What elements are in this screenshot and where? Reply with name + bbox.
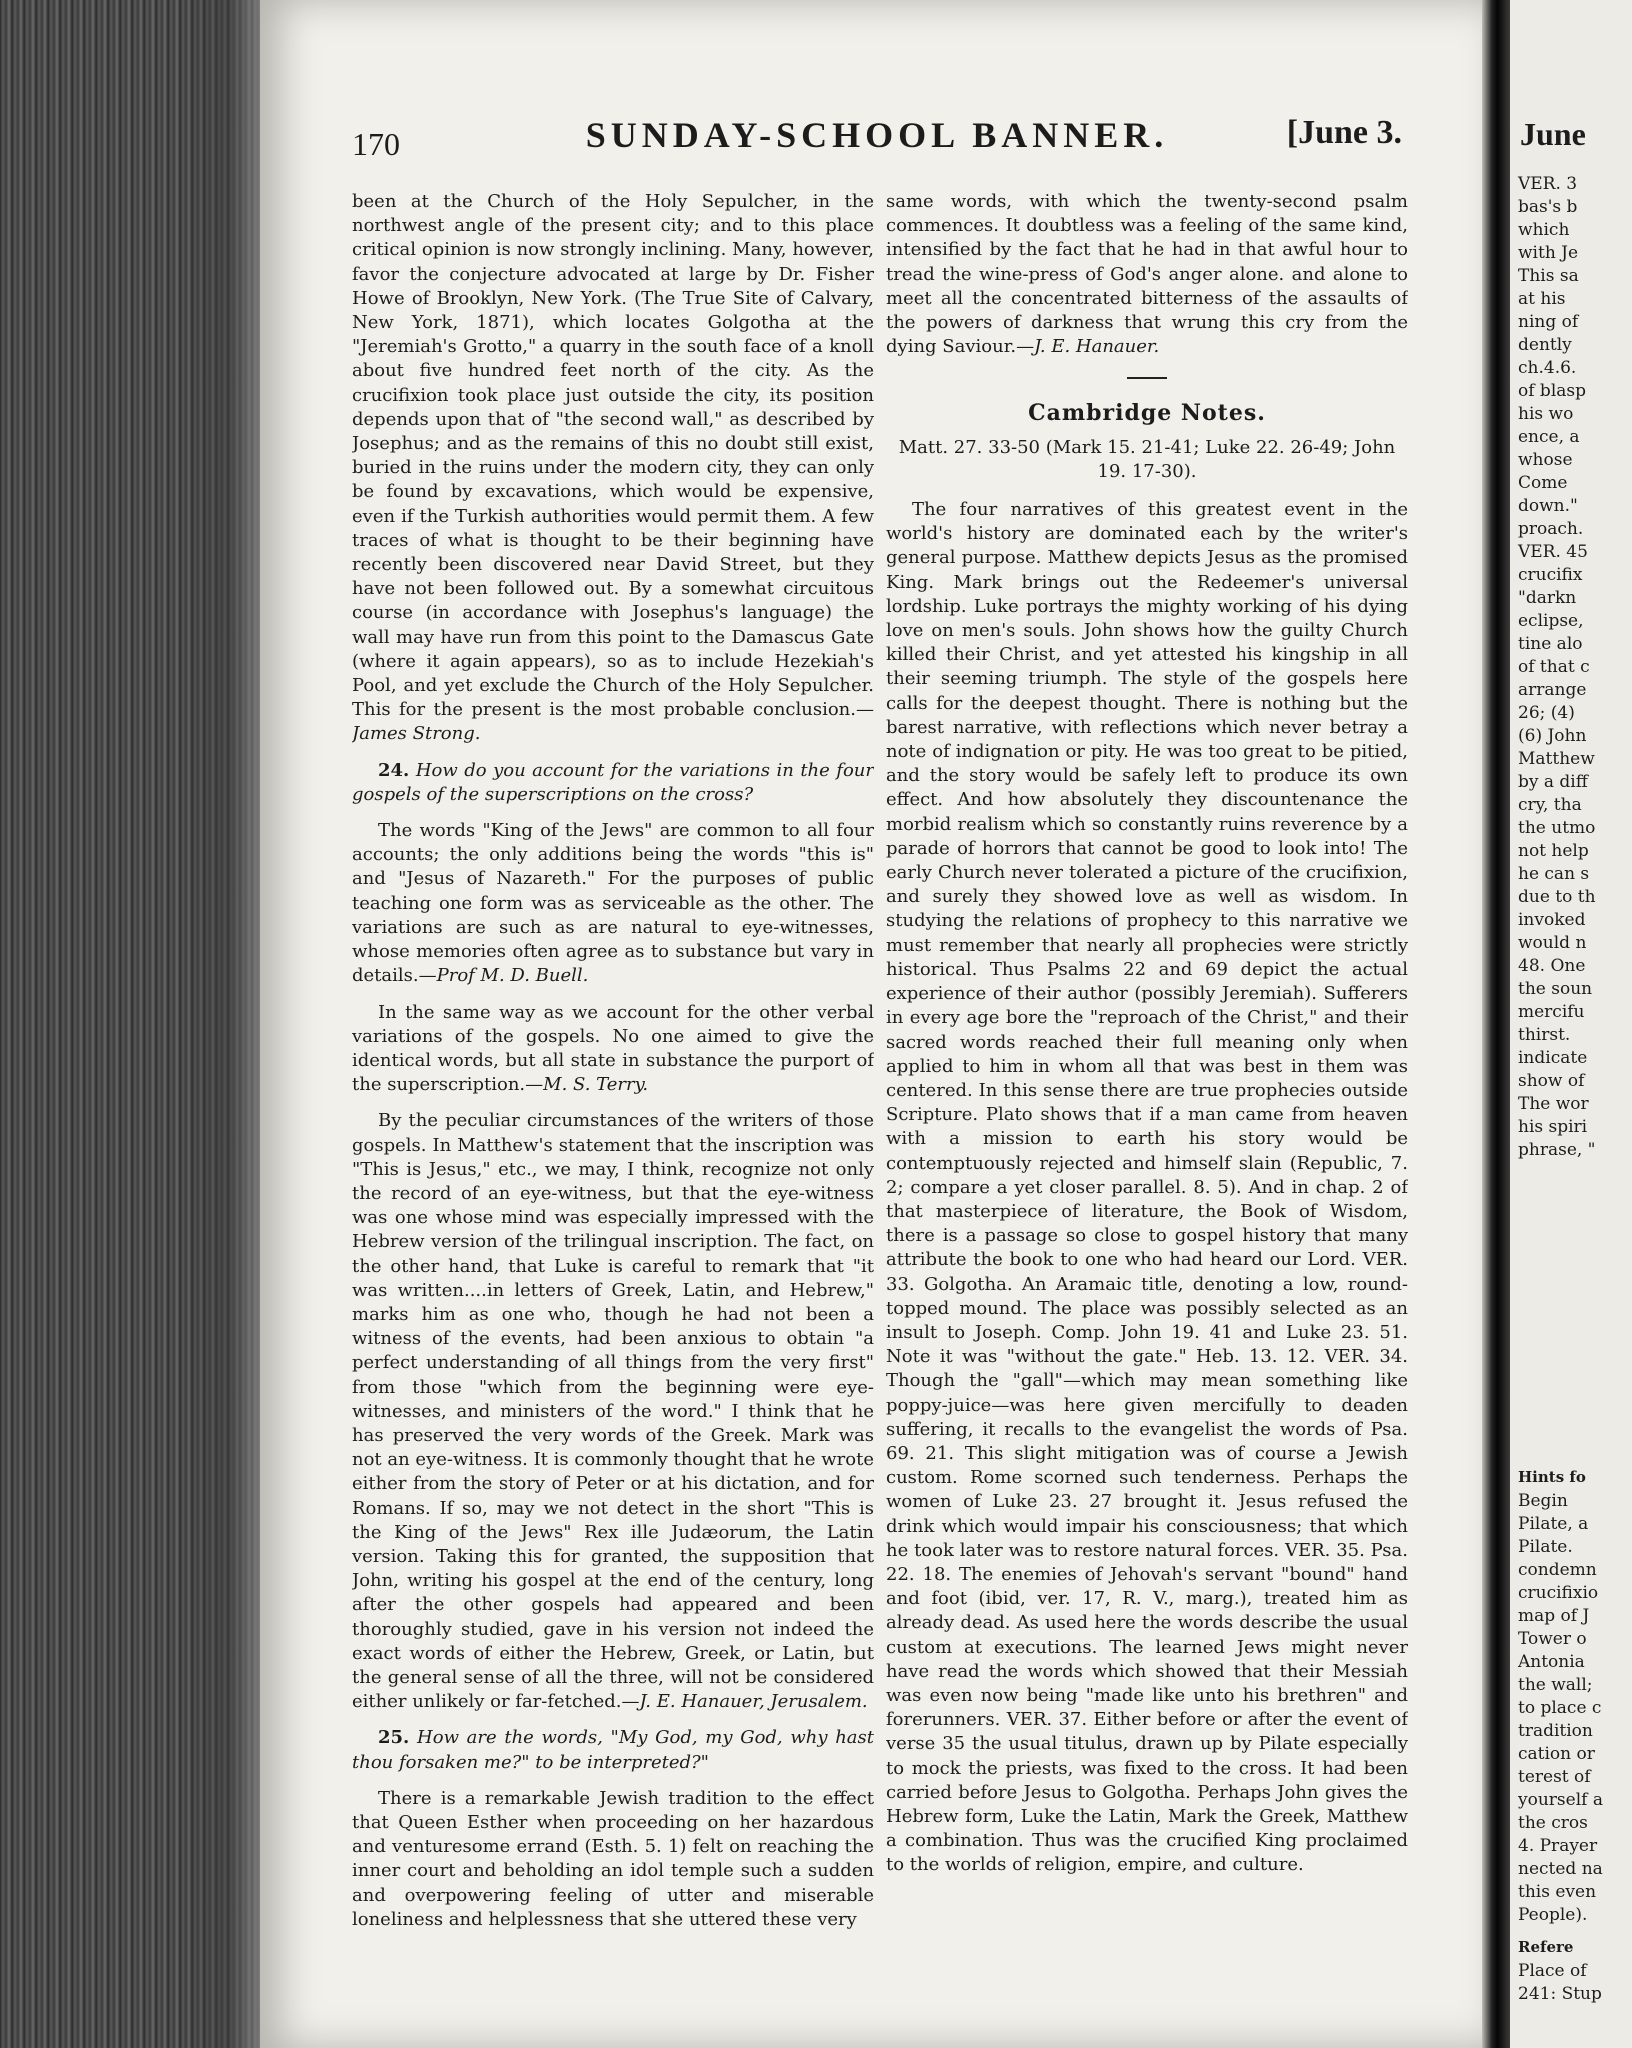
right-page-line: Pilate. (1518, 1537, 1573, 1557)
signature: —M. S. Terry. (525, 1074, 649, 1096)
right-page-line: Begin (1518, 1491, 1568, 1511)
right-page-line: his wo (1518, 404, 1574, 424)
page-number: 170 (352, 126, 400, 162)
section-divider (1127, 377, 1167, 379)
running-title: SUNDAY-SCHOOL BANNER. (585, 115, 1169, 155)
paragraph: The four narratives of this greatest event in the world's history are dominated each by the writer's general purpose. Matthew depicts Jesus as the promised King. Mark brings out the Redeemer's universal lordship. Luke portrays the mighty working of his dying love on men's souls. John shows how the guilty Church killed their Christ, and yet attested his kingship in all their seeming triumph. The style of the gospels here calls for the deepest thought. There is nothing but the barest narrative, with reflections which never betray a note of indignation or pity. He was too great to be pitied, and the story would be safely left to produce its own effect. And how absolutely they discountenance the morbid realism which so constantly ruins reverence by a parade of horrors that cannot be good to look into! The early Church never tolerated a picture of the crucifixion, and surely they showed love as well as wisdom. In studying the relations of prophecy to this narrative we must remember that nearly all prophecies were strictly historical. Thus Psalms 22 and 69 depict the actual experience of their author (possibly Jeremiah). Sufferers in every age bore the "reproach of the Christ," and their sacred words reached their full meaning only when applied to him in whom all that was best in them was centered. In this sense there are true prophecies outside Scripture. Plato shows that if a man came from heaven with a mission to earth his story would be contemptuously rejected and himself slain (Republic, 7. 2; compare a yet closer parallel. 8. 5). And in chap. 2 of that masterpiece of literature, the Book of Wisdom, there is a passage so close to gospel history that many attribute the book to one who had heard our Lord. VER. 33. Golgotha. An Aramaic title, denoting a low, round-topped mound. The place was possibly selected as an insult to Joseph. Comp. John 19. 41 and Luke 23. 51. Note it was "without the gate." Heb. 13. 12. VER. 34. Though the "gall"—which may mean something like poppy-juice—was here given mercifully to deaden suffering, it recalls to the evangelist the words of Psa. 69. 21. This slight mitigation was of course a Jewish custom. Rome scorned such tenderness. Perhaps the women of Luke 23. 27 brought it. Jesus refused the drink which would impair his consciousness; that which he took later was to restore natural forces. VER. 35. Psa. 22. 18. The enemies of Jehovah's servant "bound" hand and foot (ibid, ver. 17, R. V., marg.), treated him as already dead. As used here the words describe the usual custom at executions. The learned Jews might never have read the words which showed that their Messiah was even now being "made like unto his brethren" and forerunners. VER. 37. Either before or after the event of verse 35 the usual titulus, drawn up by Pilate especially to mock the priests, was fixed to the cross. It had been carried before Jesus to Golgotha. Perhaps John gives the Hebrew form, Luke the Latin, Mark the Greek, Matthew a combination. Thus was the crucified King proclaimed to the worlds of religion, empire, and culture. (886, 499, 1408, 1876)
left-page (260, 0, 1482, 2048)
section-title: Cambridge Notes. (1028, 400, 1266, 427)
right-page-line: to place c (1518, 1698, 1602, 1718)
right-page-line: The wor (1518, 1094, 1589, 1114)
right-page-line: 4. Prayer (1518, 1836, 1598, 1856)
right-page-line: tine alo (1518, 634, 1583, 654)
right-page-line: with Je (1518, 243, 1579, 263)
right-page-line: Tower o (1518, 1629, 1587, 1649)
signature: —J. E. Hanauer. (1016, 336, 1160, 358)
right-page-line: map of J (1518, 1606, 1590, 1626)
right-page-line: at his (1518, 289, 1566, 309)
right-page-line: his spiri (1518, 1117, 1588, 1137)
right-page-line: ch.4.6. (1518, 358, 1577, 378)
right-page-line: the utmo (1518, 818, 1596, 838)
right-page-line: thirst. (1518, 1025, 1571, 1045)
right-page-line: 26; (4) (1518, 703, 1575, 723)
right-page-line: the soun (1518, 979, 1593, 999)
right-page-line: the cros (1518, 1813, 1588, 1833)
scripture-reference: Matt. 27. 33-50 (Mark 15. 21-41; Luke 22. 26-49; John 19. 17-30). (898, 436, 1396, 482)
paragraph: In the same way as we account for the other verbal variations of the gospels. No one aimed to give the identical words, but all state in substance the purport of the superscription.—M. S. Terry. (352, 1001, 874, 1096)
right-page-line: whose (1518, 450, 1573, 470)
right-page-line: Hints fo (1518, 1468, 1586, 1486)
right-page-line: which (1518, 220, 1570, 240)
right-page-line: Pilate, a (1518, 1514, 1589, 1534)
right-page-line: arrange (1518, 680, 1587, 700)
right-page-line: 241: Stup (1518, 1984, 1602, 2004)
right-page-line: proach. (1518, 519, 1584, 539)
right-page-line: of that c (1518, 657, 1590, 677)
right-page-line: indicate (1518, 1048, 1588, 1068)
signature: —James Strong. (352, 699, 874, 745)
running-date: [June 3. (1286, 114, 1402, 151)
right-page-line: down." (1518, 496, 1578, 516)
right-page-line: Come (1518, 473, 1568, 493)
paragraph: By the peculiar circumstances of the writers of those gospels. In Matthew's statement that the inscription was "This is Jesus," etc., we may, I think, recognize not only the record of an eye-witness, but that the eye-witness was one whose mind was especially impressed with the Hebrew version of the trilingual inscription. The fact, on the other hand, that Luke is careful to remark that "it was written....in letters of Greek, Latin, and Hebrew," marks him as one who, though he had not been a witness of the events, had been anxious to obtain "a perfect understanding of all things from the very first" from those "which from the beginning were eye-witnesses, and ministers of the word." I think that he has preserved the very words of the Greek. Mark was not an eye-witness. It is commonly thought that he wrote either from the story of Peter or at his dictation, and for Romans. If so, may we not detect in the short "This is the King of the Jews" Rex ille Judæorum, the Latin version. Taking this for granted, the supposition that John, writing his gospel at the end of the century, long after the other gospels had appeared and been thoroughly studied, gave in his version not indeed the exact words of either the Hebrew, Greek, or Latin, but the general sense of all the three, will not be considered either unlikely or far-fetched.—J. E. Hanauer, Jerusalem. (352, 1110, 874, 1713)
right-page-line: VER. 3 (1518, 174, 1578, 194)
book-gutter (1482, 0, 1510, 2048)
right-page-title: June (1520, 116, 1586, 152)
right-page-line: of blasp (1518, 381, 1586, 401)
right-page-line: by a diff (1518, 772, 1588, 792)
right-column (886, 190, 1408, 2020)
right-page-line: This sa (1518, 266, 1579, 286)
right-page-line: Matthew (1518, 749, 1595, 769)
paragraph: There is a remarkable Jewish tradition to the effect that Queen Esther when proceeding on her hazardous and venturesome errand (Esth. 5. 1) felt on reaching the inner court and beholding an idol temple such a sudden and overpowering feeling of utter and miserable loneliness and helplessness that she uttered these very (352, 1787, 874, 1930)
right-page-line: VER. 45 (1518, 542, 1588, 562)
right-page-line: phrase, " (1518, 1140, 1596, 1160)
right-page-line: yourself a (1518, 1790, 1603, 1810)
right-page-line: condemn (1518, 1560, 1597, 1580)
right-page-line: this even (1518, 1882, 1597, 1902)
right-page-line: the wall; (1518, 1675, 1593, 1695)
right-page-line: nected na (1518, 1859, 1603, 1879)
left-column (352, 190, 874, 2020)
right-page-line: dently (1518, 335, 1572, 355)
right-page-line: he can s (1518, 864, 1590, 884)
paragraph: been at the Church of the Holy Sepulcher, in the northwest angle of the present city; and to this place critical opinion is now strongly inclining. Many, however, favor the conjecture advocated at large by Dr. Fisher Howe of Brooklyn, New York. (The True Site of Calvary, New York, 1871), which locates Golgotha at the "Jeremiah's Grotto," a quarry in the south face of a knoll about five hundred feet north of the city. As the crucifixion took place just outside the city, its position depends upon that of "the second wall," as described by Josephus; and as the remains of this no doubt still exist, buried in the ruins under the modern city, they can only be found by excavations, which would be expensive, even if the Turkish authorities would permit them. A few traces of what is thought to be their beginning have recently been discovered near David Street, but they have not been followed out. By a somewhat circuitous course (in accordance with Josephus's language) the wall may have run from this point to the Damascus Gate (where it again appears), so as to include Hezekiah's Pool, and yet exclude the Church of the Holy Sepulcher. This for the present is the most probable conclusion.—James Strong. (352, 191, 874, 745)
right-page-line: People). (1518, 1905, 1588, 1925)
right-page-line: 48. One (1518, 956, 1586, 976)
right-page-fragment (1510, 0, 1632, 2048)
right-page-line: bas's b (1518, 197, 1578, 217)
right-page-line: (6) John (1518, 726, 1587, 746)
right-page-line: Antonia (1518, 1652, 1585, 1672)
right-page-line: would n (1518, 933, 1587, 953)
question-25: 25. How are the words, "My God, my God, why hast thou forsaken me?" to be interpreted?" (352, 1727, 874, 1773)
right-page-line: cation or (1518, 1744, 1595, 1764)
right-page-line: terest of (1518, 1767, 1591, 1787)
right-page-line: tradition (1518, 1721, 1593, 1741)
right-page-line: cry, tha (1518, 795, 1582, 815)
right-page-line: ence, a (1518, 427, 1580, 447)
signature: —Prof M. D. Buell. (418, 965, 589, 987)
right-page-line: "darkn (1518, 588, 1577, 608)
right-page-line: crucifixio (1518, 1583, 1599, 1603)
right-page-line: Refere (1518, 1938, 1574, 1956)
book-page-edges (0, 0, 260, 2048)
paragraph: The words "King of the Jews" are common to all four accounts; the only additions being the words "this is" and "Jesus of Nazareth." For the purposes of public teaching one form was as serviceable as the other. The variations are such as are natural to eye-witnesses, whose memories often agree as to substance but vary in details.—Prof M. D. Buell. (352, 820, 874, 987)
right-page-line: Place of (1518, 1961, 1587, 1981)
right-page-line: crucifix (1518, 565, 1583, 585)
page-header (352, 110, 1402, 170)
right-page-line: not help (1518, 841, 1589, 861)
right-page-line: show of (1518, 1071, 1585, 1091)
signature: —J. E. Hanauer, Jerusalem. (621, 1691, 868, 1713)
right-page-line: due to th (1518, 887, 1596, 907)
question-24: 24. How do you account for the variations in the four gospels of the superscriptions on the cross? (352, 759, 874, 805)
paragraph: same words, with which the twenty-second psalm commences. It doubtless was a feeling of the same kind, intensified by the fact that he had in that awful hour to tread the wine-press of God's anger alone. and alone to meet all the concentrated bitterness of the assaults of the powers of darkness that wrung this cry from the dying Saviour.—J. E. Hanauer. (886, 191, 1408, 358)
right-page-line: mercifu (1518, 1002, 1585, 1022)
right-page-line: ning of (1518, 312, 1579, 332)
right-page-line: invoked (1518, 910, 1586, 930)
right-page-line: eclipse, (1518, 611, 1584, 631)
